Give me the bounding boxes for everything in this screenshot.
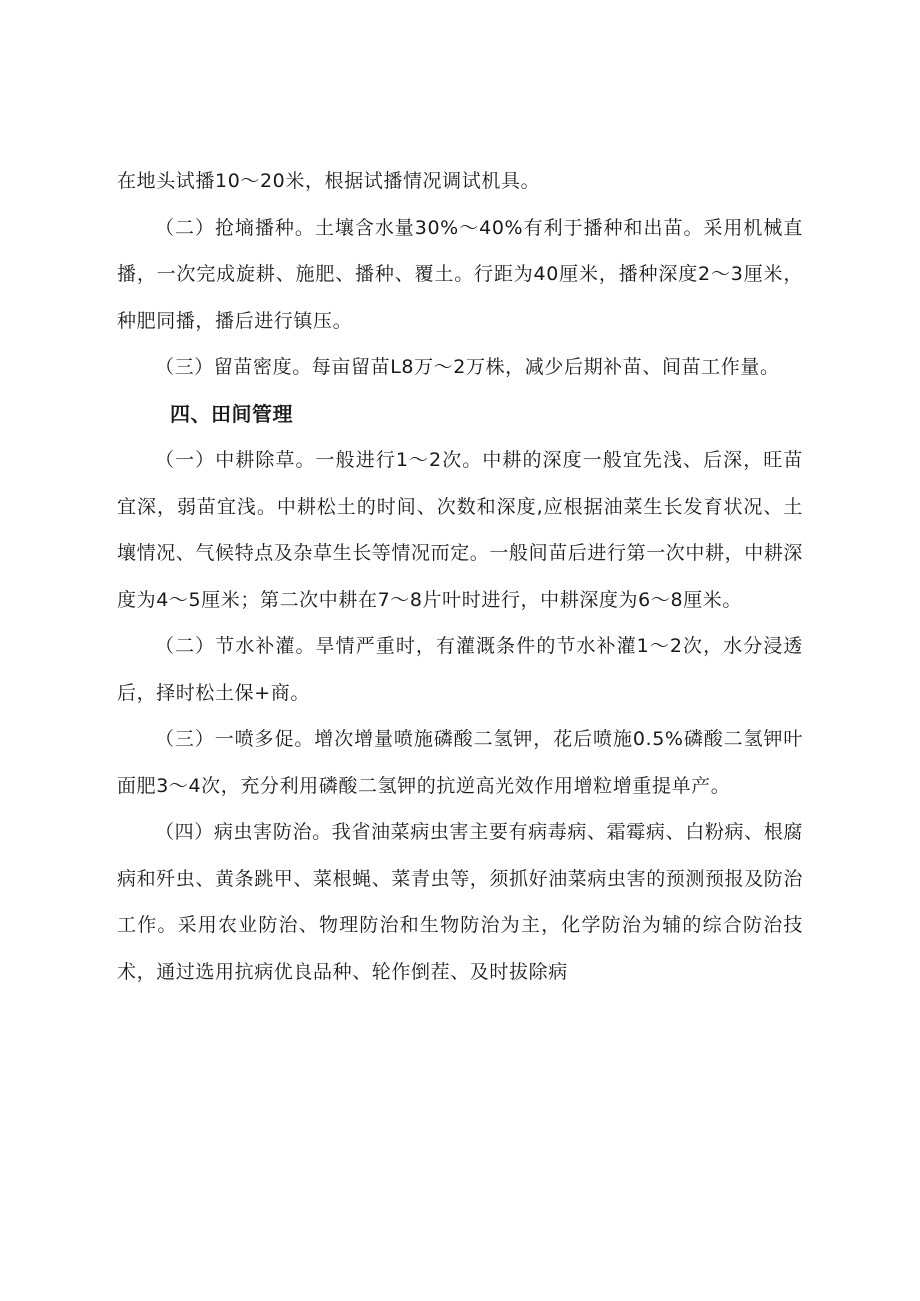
paragraph-cultivation-weeding: （一）中耕除草。一般进行1～2次。中耕的深度一般宜先浅、后深，旺苗宜深，弱苗宜浅。中耕松土的时间、次数和深度,应根据油菜生长发育状况、土壤情况、气候特点及杂草生长等情况而定。一般间苗后进行第一次中耕，中耕深度为4～5厘米；第二次中耕在7～8片叶时进行，中耕深度为6～8厘米。: [117, 449, 804, 611]
paragraph-foliar-spray: （三）一喷多促。增次增量喷施磷酸二氢钾，花后喷施0.5%磷酸二氢钾叶面肥3～4次，充分利用磷酸二氢钾的抗逆高光效作用增粒增重提单产。: [117, 728, 803, 797]
paragraph-moisture-sowing: （二）抢墒播种。土壤含水量30%～40%有利于播种和出苗。采用机械直播，一次完成旋耕、施肥、播种、覆土。行距为40厘米，播种深度2～3厘米，种肥同播，播后进行镇压。: [117, 216, 803, 332]
paragraph-water-saving-irrigation: （二）节水补灌。旱情严重时，有灌溉条件的节水补灌1～2次，水分浸透后，择时松土保+商。: [117, 635, 803, 704]
section-heading-field-management: 四、田间管理: [170, 401, 293, 426]
document-body: [117, 158, 803, 995]
paragraph-seedling-density: （三）留苗密度。每亩留苗L8万～2万株，减少后期补苗、间苗工作量。: [155, 356, 780, 378]
paragraph-sowing-trial: 在地头试播10～20米，根据试播情况调试机具。: [117, 170, 541, 192]
paragraph-pest-control: （四）病虫害防治。我省油菜病虫害主要有病毒病、霜霉病、白粉病、根腐病和歼虫、黄条跳甲、菜根蝇、菜青虫等，须抓好油菜病虫害的预测预报及防治工作。采用农业防治、物理防治和生物防治为主，化学防治为辅的综合防治技术，通过选用抗病优良品种、轮作倒茬、及时拔除病: [117, 821, 804, 983]
